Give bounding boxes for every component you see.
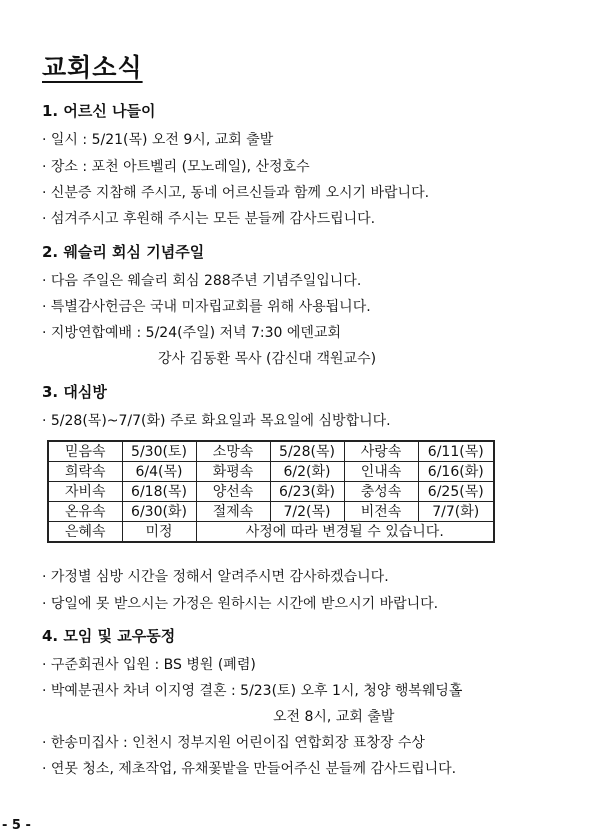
- table-cell: 사랑속: [344, 441, 418, 462]
- list-item: · 신분증 지참해 주시고, 동네 어르신들과 함께 오시기 바랍니다.: [42, 185, 430, 201]
- table-cell: 7/2(목): [270, 502, 344, 522]
- list-item-continuation: 오전 8시, 교회 출발: [273, 709, 395, 725]
- list-item: · 가정별 심방 시간을 정해서 알려주시면 감사하겠습니다.: [42, 569, 389, 585]
- table-cell: 절제속: [196, 502, 270, 522]
- list-item: · 장소 : 포천 아트벨리 (모노레일), 산정호수: [42, 159, 310, 175]
- section-heading-meetings: 4. 모임 및 교우동정: [42, 627, 176, 645]
- table-cell: 5/30(토): [122, 441, 196, 462]
- table-cell: 6/30(화): [122, 502, 196, 522]
- page-title: 교회소식: [42, 53, 143, 82]
- table-cell: 양선속: [196, 482, 270, 502]
- table-row: [48, 502, 494, 522]
- table-cell: 소망속: [196, 441, 270, 462]
- list-item: · 지방연합예배 : 5/24(주일) 저녁 7:30 에덴교회: [42, 325, 342, 341]
- table-cell: 비전속: [344, 502, 418, 522]
- list-item: · 일시 : 5/21(목) 오전 9시, 교회 출발: [42, 132, 274, 148]
- page-number: - 5 -: [2, 818, 31, 833]
- list-item: · 특별감사헌금은 국내 미자립교회를 위해 사용됩니다.: [42, 299, 371, 315]
- list-item: · 한송미집사 : 인천시 정부지원 어린이집 연합회장 표창장 수상: [42, 735, 425, 751]
- table-row: [48, 462, 494, 482]
- section-heading-outing: 1. 어르신 나들이: [42, 102, 156, 120]
- list-item: · 섬겨주시고 후원해 주시는 모든 분들께 감사드립니다.: [42, 211, 376, 227]
- table-cell: 6/4(목): [122, 462, 196, 482]
- table-row: [48, 482, 494, 502]
- list-item: · 박예분권사 차녀 이지영 결혼 : 5/23(토) 오후 1시, 청양 행복웨딩홀: [42, 683, 463, 699]
- table-cell: 6/2(화): [270, 462, 344, 482]
- table-note-cell: 사정에 따라 변경될 수 있습니다.: [196, 522, 494, 543]
- table-cell: 믿음속: [48, 441, 122, 462]
- table-cell: 미정: [122, 522, 196, 543]
- table-cell: 7/7(화): [418, 502, 494, 522]
- list-item: · 구준회권사 입원 : BS 병원 (폐렴): [42, 657, 256, 673]
- table-cell: 5/28(목): [270, 441, 344, 462]
- table-cell: 6/18(목): [122, 482, 196, 502]
- table-cell: 6/23(화): [270, 482, 344, 502]
- table-cell: 6/25(목): [418, 482, 494, 502]
- table-cell: 6/11(목): [418, 441, 494, 462]
- table-row: [48, 441, 494, 462]
- table-cell: 온유속: [48, 502, 122, 522]
- list-item: · 5/28(목)~7/7(화) 주로 화요일과 목요일에 심방합니다.: [42, 413, 391, 429]
- section-heading-wesley: 2. 웨슬리 회심 기념주일: [42, 243, 205, 261]
- table-cell: 화평속: [196, 462, 270, 482]
- table-cell: 은혜속: [48, 522, 122, 543]
- table-cell: 자비속: [48, 482, 122, 502]
- table-cell: 충성속: [344, 482, 418, 502]
- visitation-schedule-table: [47, 440, 495, 543]
- table-row: [48, 522, 494, 543]
- list-item: · 다음 주일은 웨슬리 회심 288주년 기념주일입니다.: [42, 273, 362, 289]
- section-heading-visitation: 3. 대심방: [42, 383, 107, 401]
- table-cell: 인내속: [344, 462, 418, 482]
- list-item: · 당일에 못 받으시는 가정은 원하시는 시간에 받으시기 바랍니다.: [42, 596, 439, 612]
- table-cell: 희락속: [48, 462, 122, 482]
- list-item-continuation: 강사 김동환 목사 (감신대 객원교수): [158, 351, 377, 367]
- list-item: · 연못 청소, 제초작업, 유채꽃밭을 만들어주신 분들께 감사드립니다.: [42, 761, 457, 777]
- table-cell: 6/16(화): [418, 462, 494, 482]
